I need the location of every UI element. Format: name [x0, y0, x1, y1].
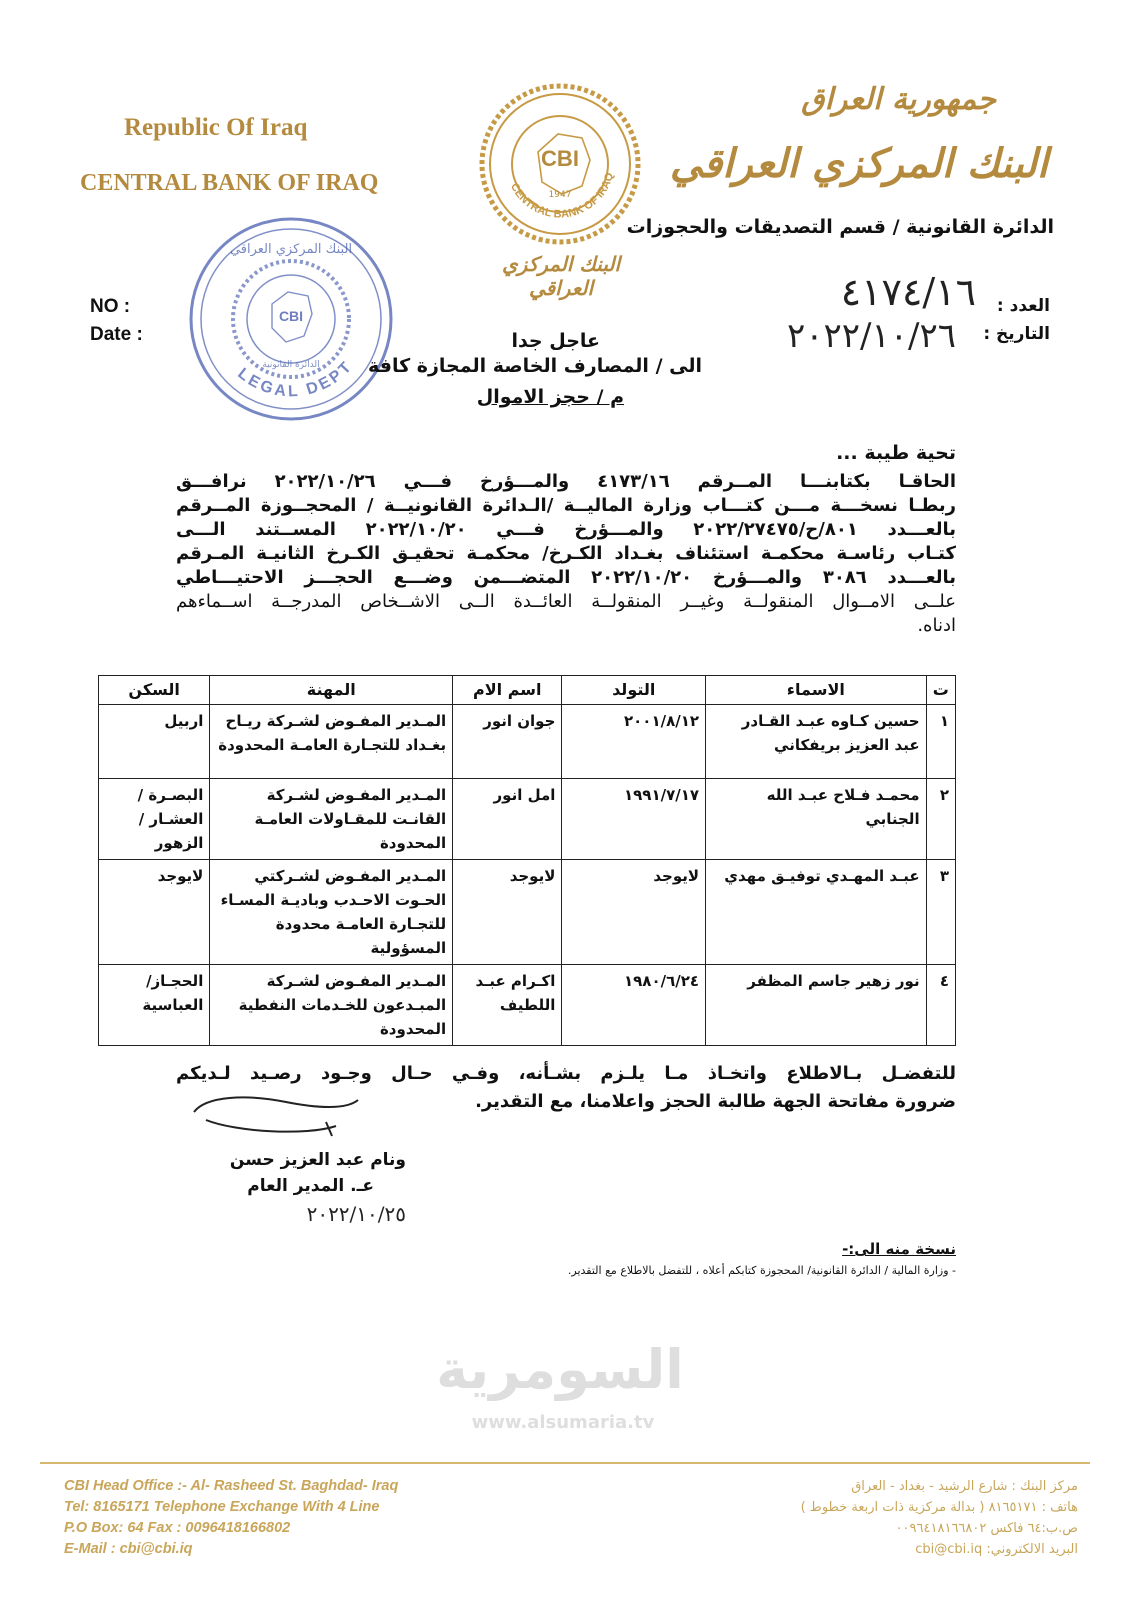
footer-en-line: E-Mail : cbi@cbi.iq: [64, 1541, 193, 1557]
cell-home: البصـرة / العشـار / الزهور: [99, 779, 210, 860]
cell-home: لايوجد: [99, 860, 210, 965]
cell-job: المـدير المفـوض لشـركة ريـاح بغـداد للتجـارة العامـة المحدودة: [210, 705, 453, 779]
header-ar-republic: جمهورية العراق: [801, 82, 996, 117]
col-header: التولد: [562, 676, 706, 705]
cell-home: اربيل: [99, 705, 210, 779]
closing-line: ضرورة مفاتحة الجهة طالبة الحجز واعلامنا، مع التقدير.: [475, 1091, 956, 1112]
footer-ar-line: البريد الالكتروني: cbi@cbi.iq: [915, 1542, 1078, 1557]
cbi-logo: [478, 82, 642, 246]
watermark-url: www.alsumaria.tv: [471, 1412, 655, 1433]
closing-line: للتفضـل بـالاطلاع واتخـاذ مـا يلـزم بشـأنه، وفـي حـال وجـود رصـيد لـديكم: [176, 1063, 956, 1084]
logo-ring-text: CENTRAL BANK OF IRAQ: [507, 171, 617, 221]
col-header: الاسماء: [706, 676, 927, 705]
stamp-bottom-text: LEGAL DEPT: [234, 357, 357, 401]
header-en-bank: CENTRAL BANK OF IRAQ: [80, 170, 379, 196]
body-line: بالعـــدد ٣٠٨٦ والمـــؤرخ ٢٠٢٢/١٠/٢٠ المتضـــمن وضـــع الحجـــز الاحتيـــاطي: [176, 567, 957, 588]
cell-birth: لايوجد: [562, 860, 706, 965]
cell-home: الحجـاز/ العباسية: [99, 965, 210, 1046]
signature-scribble: [186, 1092, 366, 1142]
cell-job: المـدير المفـوض لشـركتي الحـوت الاحـدب وباديـة المسـاء للتجـارة العامـة محدودة المسؤولية: [210, 860, 453, 965]
greeting: تحية طيبة ...: [836, 442, 956, 464]
cell-index: ٣: [926, 860, 955, 965]
col-header: المهنة: [210, 676, 453, 705]
cell-birth: ١٩٩١/٧/١٧: [562, 779, 706, 860]
cell-mother: اكـرام عبـد اللطيف: [453, 965, 562, 1046]
subject: م / حجز الاموال: [476, 386, 624, 408]
footer-en: [64, 1476, 398, 1560]
footer-divider: [40, 1462, 1090, 1464]
signature-date: ٢٠٢٢/١٠/٢٥: [306, 1202, 406, 1226]
body-line: ربطـا نسخـــة مـــن كتـــاب وزارة الماليــة /الـدائرة القانونيــة / المحجــوزة المــرقم: [176, 495, 956, 516]
logo-ar-caption: البنك المركزي العراقي: [502, 252, 620, 300]
table-row: [99, 779, 956, 860]
legal-dept-stamp: [186, 214, 396, 424]
col-header: السكن: [99, 676, 210, 705]
no-label: NO :: [90, 296, 131, 317]
table-row: [99, 705, 956, 779]
number-value: ٤١٧٤/١٦: [840, 270, 976, 314]
logo-year: 1947: [548, 190, 572, 200]
body-line: علــى الامــوال المنقولــة وغيــر المنقولــة العائــدة الــى الاشــخاص المدرجــة اســماءهم: [176, 591, 956, 612]
cell-name: نور زهير جاسم المظفر: [706, 965, 927, 1046]
body-paragraph: [176, 470, 956, 638]
cell-index: ٤: [926, 965, 955, 1046]
cell-index: ١: [926, 705, 955, 779]
cell-name: عبـد المهـدي توفيـق مهدي: [706, 860, 927, 965]
col-header: اسم الام: [453, 676, 562, 705]
footer-ar: [658, 1476, 1078, 1560]
number-label-ar: العدد :: [996, 296, 1050, 316]
header-department: الدائرة القانونية / قسم التصديقات والحجوزات: [626, 216, 1054, 238]
urgent-label: عاجل جدا: [511, 330, 600, 352]
body-line: بالعـــدد ٨٠١/ح/٢٠٢٢/٢٧٤٧٥ والمـــؤرخ فـــي ٢٠٢٢/١٠/٢٠ المســتند الـــى: [176, 519, 956, 540]
col-header: ت: [926, 676, 955, 705]
cell-name: حسين كـاوه عبـد القـادر عبد العزيز بريفكاني: [706, 705, 927, 779]
header-ar-bank: البنك المركزي العراقي: [669, 140, 1048, 187]
table-row: [99, 965, 956, 1046]
copies-item: - وزارة المالية / الدائرة القانونية/ المحجوزة كتابكم أعلاه ، للتفضل بالاطلاع مع التقدير.: [567, 1264, 956, 1277]
watermark-logo: السومرية: [436, 1338, 684, 1401]
cell-birth: ١٩٨٠/٦/٢٤: [562, 965, 706, 1046]
copies-title: نسخة منه الى:-: [842, 1240, 956, 1258]
signatory-name: ونام عبد العزيز حسن: [229, 1150, 406, 1170]
cell-mother: امل انور: [453, 779, 562, 860]
table-row: [99, 860, 956, 965]
header-en-republic: Republic Of Iraq: [124, 114, 308, 141]
body-line: كتـاب رئاسـة محكمـة استئناف بغـداد الكـرخ/ محكمـة تحقيـق الكـرخ الثانيـة المـرقم: [176, 543, 956, 564]
body-line: الحاقـا بكتابنـــا المــرقم ٤١٧٣/١٦ والمـــؤرخ فـــي ٢٠٢٢/١٠/٢٦ نرافـــق: [176, 471, 956, 492]
cell-mother: جوان انور: [453, 705, 562, 779]
stamp-ar-inner: الدائرة القانونية: [262, 360, 320, 370]
cell-mother: لايوجد: [453, 860, 562, 965]
cell-index: ٢: [926, 779, 955, 860]
stamp-ar-top: البنك المركزي العراقي: [229, 242, 353, 257]
cell-job: المـدير المفـوض لشـركة القانـت للمقـاولات العامـة المحدودة: [210, 779, 453, 860]
cell-name: محمـد فـلاح عبـد الله الجنابي: [706, 779, 927, 860]
footer-ar-line: مركز البنك : شارع الرشيد - بغداد - العراق: [851, 1479, 1078, 1494]
recipient: الى / المصارف الخاصة المجازة كافة: [367, 355, 702, 377]
footer-en-line: CBI Head Office :- Al- Rasheed St. Baghdad- Iraq: [64, 1478, 399, 1494]
footer-ar-line: هاتف : ٨١٦٥١٧١ ( بدالة مركزية ذات اربعة خطوط ): [800, 1500, 1078, 1515]
body-line: ادناه.: [917, 615, 956, 636]
stamp-center-text: CBI: [278, 308, 304, 324]
date-label-ar: التاريخ :: [983, 324, 1050, 344]
footer-ar-line: ص.ب:٦٤ فاكس ٠٠٩٦٤١٨١٦٦٨٠٢: [895, 1521, 1078, 1536]
table-header-row: [99, 676, 956, 705]
cell-job: المـدير المفـوض لشـركة المبـدعون للخـدمات النفطية المحدودة: [210, 965, 453, 1046]
footer-en-line: P.O Box: 64 Fax : 0096418166802: [64, 1520, 291, 1536]
logo-abbr: CBI: [541, 146, 579, 171]
date-label: Date :: [90, 324, 143, 345]
footer-en-line: Tel: 8165171 Telephone Exchange With 4 Line: [64, 1499, 380, 1515]
signatory-title: عـ. المدير العام: [247, 1176, 374, 1196]
cell-birth: ٢٠٠١/٨/١٢: [562, 705, 706, 779]
date-value: ٢٠٢٢/١٠/٢٦: [786, 316, 956, 356]
persons-table: [98, 675, 956, 1046]
